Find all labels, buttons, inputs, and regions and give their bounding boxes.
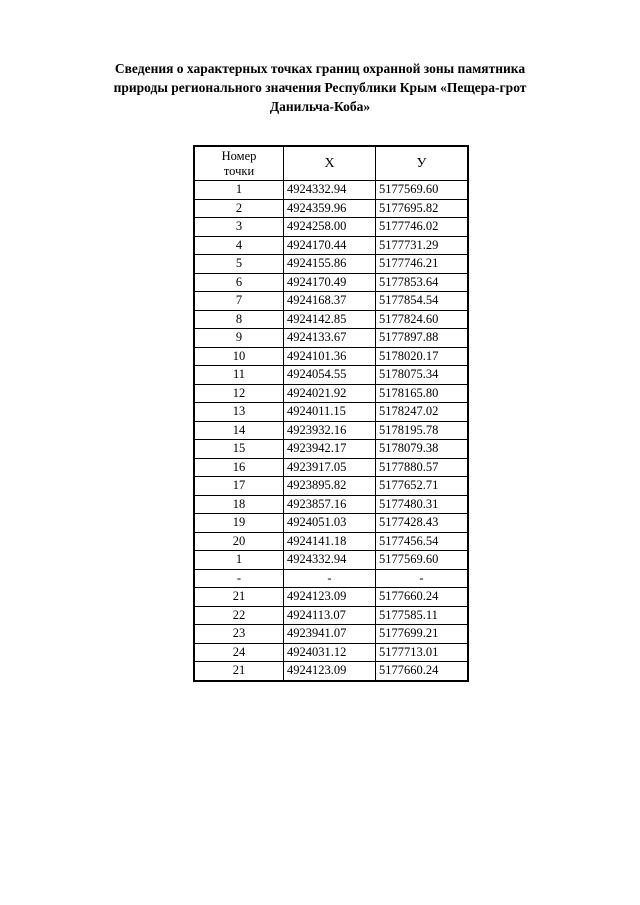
header-point-number [194, 146, 284, 181]
y-coordinate-cell: 5178165.80 [376, 384, 469, 403]
y-coordinate-cell: 5177853.64 [376, 273, 469, 292]
y-coordinate-cell: 5177480.31 [376, 495, 469, 514]
header-y: У [376, 146, 469, 181]
x-coordinate-cell: 4924123.09 [284, 662, 376, 681]
point-number-cell: - [194, 569, 284, 588]
x-coordinate-cell: 4924332.94 [284, 551, 376, 570]
y-coordinate-cell: 5177854.54 [376, 292, 469, 311]
point-number-cell: 22 [194, 606, 284, 625]
table-row [194, 181, 468, 200]
point-number-cell: 14 [194, 421, 284, 440]
table-row [194, 310, 468, 329]
point-number-cell: 3 [194, 218, 284, 237]
table-row [194, 532, 468, 551]
y-coordinate-cell: 5178075.34 [376, 366, 469, 385]
x-coordinate-cell: 4924359.96 [284, 199, 376, 218]
x-coordinate-cell: 4923895.82 [284, 477, 376, 496]
point-number-cell: 1 [194, 181, 284, 200]
y-coordinate-cell: 5178247.02 [376, 403, 469, 422]
y-coordinate-cell: 5177731.29 [376, 236, 469, 255]
x-coordinate-cell: 4924155.86 [284, 255, 376, 274]
y-coordinate-cell: 5177746.02 [376, 218, 469, 237]
point-number-cell: 4 [194, 236, 284, 255]
x-coordinate-cell: 4923942.17 [284, 440, 376, 459]
table-row [194, 662, 468, 681]
x-coordinate-cell: 4924142.85 [284, 310, 376, 329]
table-row [194, 458, 468, 477]
table-row [194, 625, 468, 644]
y-coordinate-cell: 5178079.38 [376, 440, 469, 459]
header-num-line2: точки [223, 163, 255, 178]
x-coordinate-cell: 4924123.09 [284, 588, 376, 607]
point-number-cell: 10 [194, 347, 284, 366]
y-coordinate-cell: 5177746.21 [376, 255, 469, 274]
point-number-cell: 7 [194, 292, 284, 311]
point-number-cell: 23 [194, 625, 284, 644]
point-number-cell: 17 [194, 477, 284, 496]
x-coordinate-cell: 4923932.16 [284, 421, 376, 440]
point-number-cell: 18 [194, 495, 284, 514]
x-coordinate-cell: 4924021.92 [284, 384, 376, 403]
table-row [194, 329, 468, 348]
x-coordinate-cell: 4924031.12 [284, 643, 376, 662]
table-row [194, 495, 468, 514]
point-number-cell: 13 [194, 403, 284, 422]
point-number-cell: 21 [194, 588, 284, 607]
y-coordinate-cell: 5177880.57 [376, 458, 469, 477]
x-coordinate-cell: 4924141.18 [284, 532, 376, 551]
table-row [194, 384, 468, 403]
point-number-cell: 2 [194, 199, 284, 218]
x-coordinate-cell: 4924170.44 [284, 236, 376, 255]
x-coordinate-cell: 4924011.15 [284, 403, 376, 422]
table-row [194, 199, 468, 218]
y-coordinate-cell: 5177569.60 [376, 181, 469, 200]
x-coordinate-cell: 4923917.05 [284, 458, 376, 477]
y-coordinate-cell: 5177428.43 [376, 514, 469, 533]
point-number-cell: 8 [194, 310, 284, 329]
point-number-cell: 11 [194, 366, 284, 385]
table-row [194, 236, 468, 255]
point-number-cell: 16 [194, 458, 284, 477]
point-number-cell: 6 [194, 273, 284, 292]
y-coordinate-cell: - [376, 569, 469, 588]
x-coordinate-cell: 4924168.37 [284, 292, 376, 311]
y-coordinate-cell: 5177824.60 [376, 310, 469, 329]
x-coordinate-cell: - [284, 569, 376, 588]
table-row [194, 643, 468, 662]
y-coordinate-cell: 5177456.54 [376, 532, 469, 551]
point-number-cell: 1 [194, 551, 284, 570]
table-row [194, 255, 468, 274]
point-number-cell: 19 [194, 514, 284, 533]
y-coordinate-cell: 5178195.78 [376, 421, 469, 440]
y-coordinate-cell: 5177695.82 [376, 199, 469, 218]
x-coordinate-cell: 4923857.16 [284, 495, 376, 514]
table-row [194, 569, 468, 588]
title-line-3: Данильча-Коба» [269, 99, 371, 114]
x-coordinate-cell: 4924051.03 [284, 514, 376, 533]
header-x: Х [284, 146, 376, 181]
y-coordinate-cell: 5177699.21 [376, 625, 469, 644]
table-row [194, 292, 468, 311]
title-line-2: природы регионального значения Республики Крым «Пещера-грот [113, 80, 527, 95]
coordinates-table [193, 145, 469, 682]
x-coordinate-cell: 4923941.07 [284, 625, 376, 644]
table-row [194, 421, 468, 440]
y-coordinate-cell: 5177585.11 [376, 606, 469, 625]
y-coordinate-cell: 5177652.71 [376, 477, 469, 496]
table-header-row [194, 146, 468, 181]
y-coordinate-cell: 5177660.24 [376, 662, 469, 681]
table-row [194, 477, 468, 496]
x-coordinate-cell: 4924258.00 [284, 218, 376, 237]
point-number-cell: 24 [194, 643, 284, 662]
table-row [194, 440, 468, 459]
point-number-cell: 15 [194, 440, 284, 459]
title-line-1: Сведения о характерных точках границ охранной зоны памятника [114, 61, 526, 76]
x-coordinate-cell: 4924170.49 [284, 273, 376, 292]
y-coordinate-cell: 5177897.88 [376, 329, 469, 348]
document-title [70, 59, 570, 116]
table-row [194, 366, 468, 385]
table-row [194, 606, 468, 625]
y-coordinate-cell: 5178020.17 [376, 347, 469, 366]
table-row [194, 403, 468, 422]
y-coordinate-cell: 5177569.60 [376, 551, 469, 570]
x-coordinate-cell: 4924054.55 [284, 366, 376, 385]
x-coordinate-cell: 4924113.07 [284, 606, 376, 625]
point-number-cell: 9 [194, 329, 284, 348]
y-coordinate-cell: 5177660.24 [376, 588, 469, 607]
header-num-line1: Номер [221, 148, 257, 163]
x-coordinate-cell: 4924332.94 [284, 181, 376, 200]
table-row [194, 514, 468, 533]
table-row [194, 273, 468, 292]
table-row [194, 347, 468, 366]
point-number-cell: 20 [194, 532, 284, 551]
point-number-cell: 21 [194, 662, 284, 681]
y-coordinate-cell: 5177713.01 [376, 643, 469, 662]
point-number-cell: 12 [194, 384, 284, 403]
table-row [194, 588, 468, 607]
table-row [194, 551, 468, 570]
x-coordinate-cell: 4924101.36 [284, 347, 376, 366]
x-coordinate-cell: 4924133.67 [284, 329, 376, 348]
table-row [194, 218, 468, 237]
point-number-cell: 5 [194, 255, 284, 274]
